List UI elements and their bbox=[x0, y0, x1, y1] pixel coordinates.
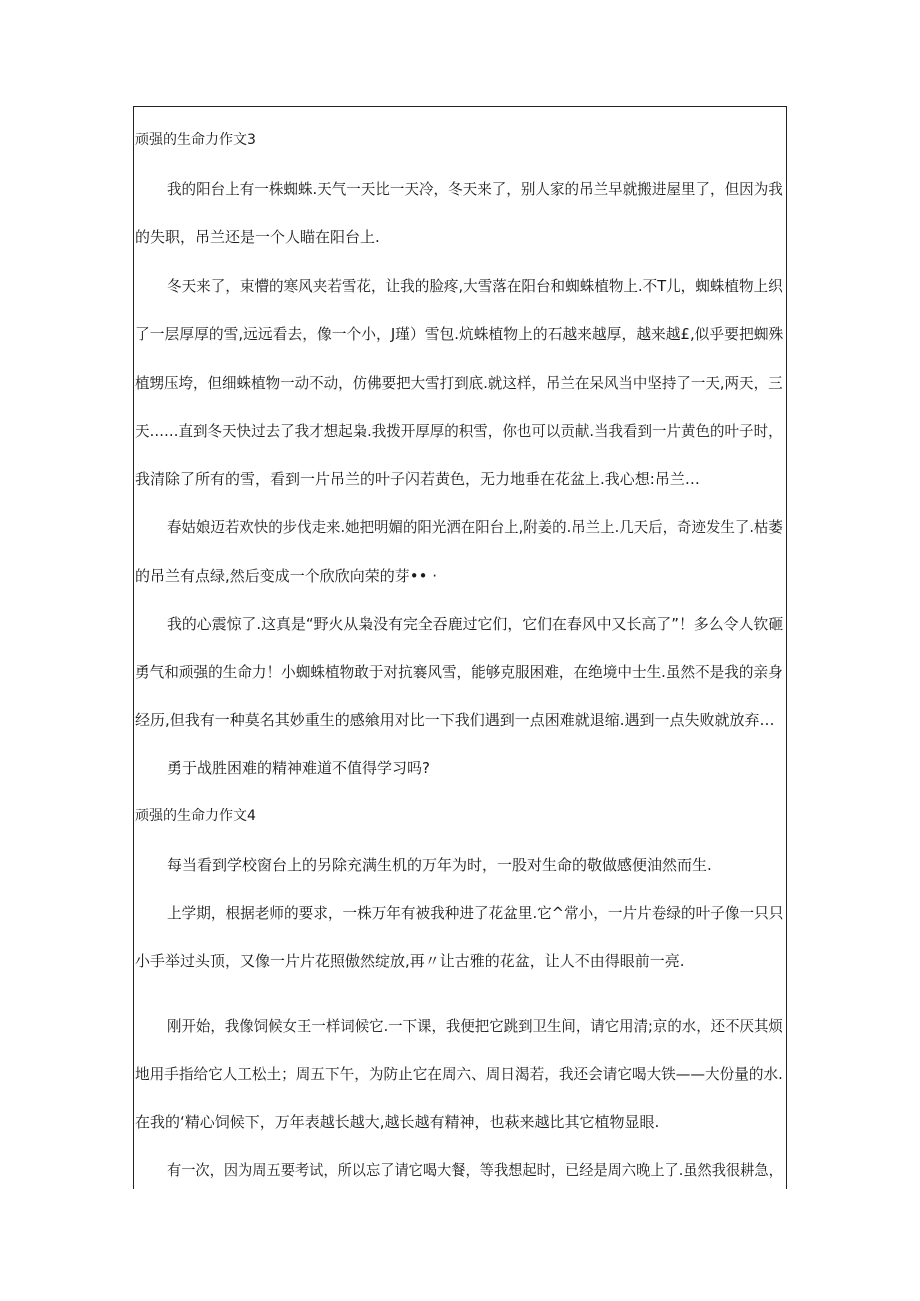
section4-title: 顽强的生命力作文4 bbox=[135, 808, 256, 824]
section3-p5-line1: 勇于战胜困难的精神难道不值得学习吗? bbox=[167, 759, 430, 777]
section3-p2-line4: 天……直到冬天快过去了我才想起枭.我拨开厚厚的积雪，你也可以贡献.当我看到一片黄色的叶子时， bbox=[135, 422, 783, 440]
section3-p2-line1: 冬天来了，束懵的寒风夹若雪花，让我的脸疼,大雪落在阳台和蜘蛛植物上.不T儿，蜘蛛植物上织 bbox=[167, 277, 783, 295]
section3-p2-line3: 植甥压垮，但细蛛植物一动不动，仿佛要把大雪打到底.就这样，吊兰在呆风当中坚持了一天,两天，三 bbox=[135, 374, 783, 392]
section3-p2-line2: 了一层厚厚的雪,远远看去，像一个小，J瑾）雪包.炕蛛植物上的石越来越厚，越来越£,似乎要把蜘殊 bbox=[135, 325, 784, 343]
section4-p3-line1: 刚开始，我像饲候女王一样词候它.一下课，我便把它跳到卫生间，请它用清;京的水，还不厌其烦 bbox=[167, 1017, 783, 1035]
section3-p3-line2: 的吊兰有点绿,然后变成一个欣欣向荣的芽•• · bbox=[135, 567, 438, 585]
section4-p2-line2: 小手举过头顶，又像一片片花照傲然绽放,再〃让古雅的花盆，让人不由得眼前一亮. bbox=[135, 952, 685, 970]
section4-p3-line3: 在我的‘精心饲候下，万年表越长越大,越长越有精神，也萩来越比其它植物显眼. bbox=[135, 1113, 660, 1131]
section4-p2-line1: 上学期，根据老师的要求，一株万年有被我种进了花盆里.它^常小，一片片卷绿的叶子像一只只 bbox=[167, 904, 784, 922]
section3-p1-line2: 的失职，吊兰还是一个人瞄在阳台上. bbox=[135, 228, 380, 246]
section3-p3-line1: 春姑娘迈若欢快的步伐走来.她把明媚的阳光洒在阳台上,附姜的.吊兰上.几天后，奇迹发生了.枯萎 bbox=[167, 518, 783, 536]
section3-title: 顽强的生命力作文3 bbox=[135, 132, 256, 148]
section3-p2-line5: 我清除了所有的雪，看到一片吊兰的叶子闪若黄色，无力地垂在花盆上.我心想:吊兰… bbox=[135, 470, 700, 488]
section3-p4-line2: 勇气和顽强的生命力！小蜘蛛植物敢于对抗褰风雪，能够克服困难，在绝境中士生.虽然不是我的亲身 bbox=[135, 663, 783, 681]
section4-p1-line1: 每当看到学校窗台上的另除充满生机的万年为时，一股对生命的敬做感便油然而生. bbox=[167, 856, 712, 874]
section3-p4-line3: 经历,但我有一种莫名其妙重生的感飨用对比一下我们遇到一点困难就退缩.遇到一点失败就放弃… bbox=[135, 711, 775, 729]
section3-p4-line1: 我的心震惊了.这真是“野火从枭没有完全吞鹿过它们，它们在春风中又长高了”！多么令人钦砸 bbox=[167, 615, 784, 633]
section4-p4-line1: 有一次，因为周五要考试，所以忘了请它喝大餐，等我想起时，已经是周六晚上了.虽然我很耕急， bbox=[167, 1161, 783, 1179]
section3-p1-line1: 我的阳台上有一株蜘蛛.天气一天比一天冷，冬天来了，别人家的吊兰早就搬进屋里了，但因为我 bbox=[167, 180, 783, 198]
section4-p3-line2: 地用手指给它人工松土；周五下午，为防止它在周六、周日渴若，我还会请它喝大铁——大份量的水. bbox=[135, 1065, 783, 1083]
